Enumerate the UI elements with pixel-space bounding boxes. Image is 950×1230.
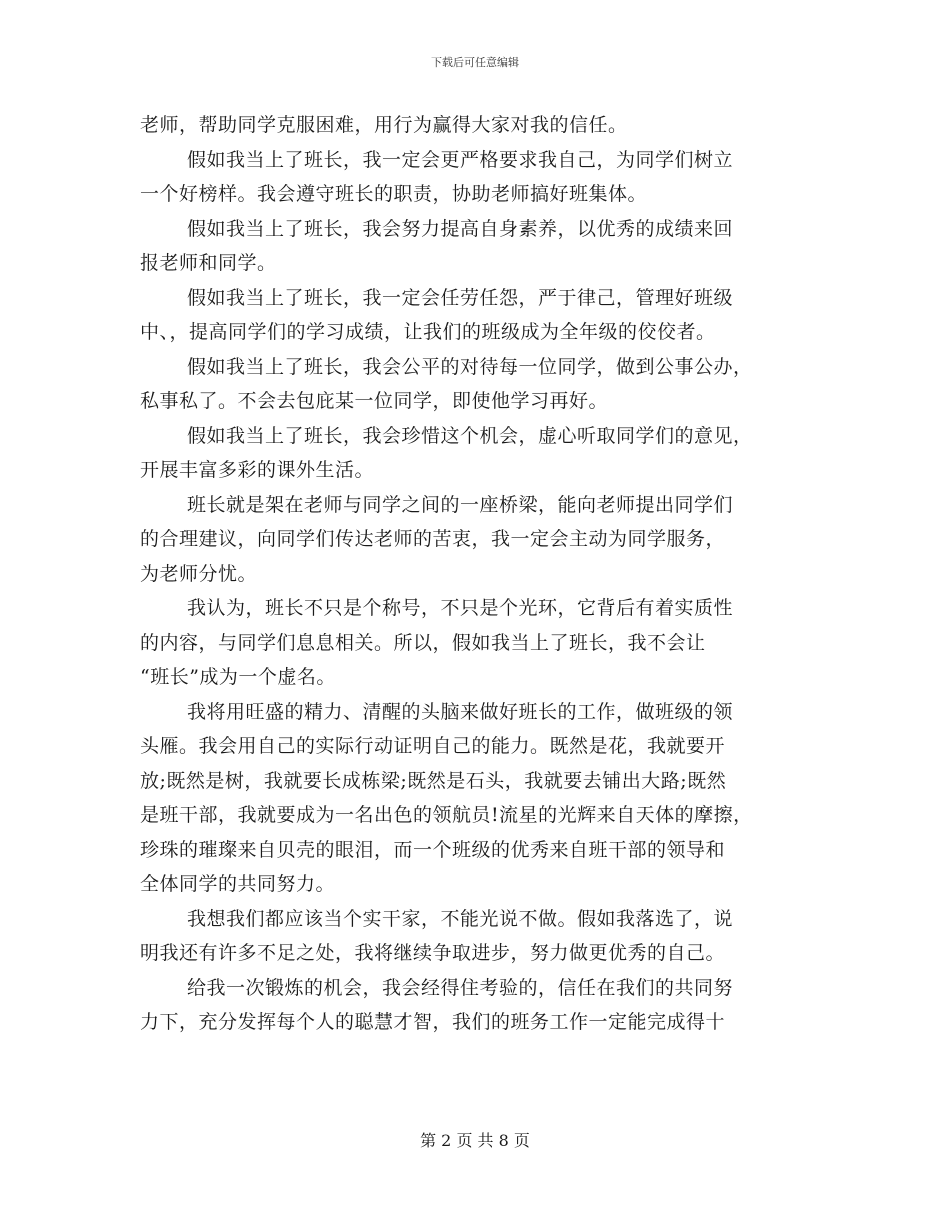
text-line: 力下，充分发挥每个人的聪慧才智，我们的班务工作一定能完成得十: [140, 1011, 726, 1033]
text-line: 班长就是架在老师与同学之间的一座桥梁，能向老师提出同学们: [187, 493, 734, 516]
text-line: 我想我们都应该当个实干家，不能光说不做。假如我落选了，说: [187, 907, 734, 930]
text-line: 全体同学的共同努力。: [140, 873, 336, 895]
text-line: 的内容，与同学们息息相关。所以，假如我当上了班长，我不会让: [140, 631, 706, 654]
text-line: 头雁。我会用自己的实际行动证明自己的能力。既然是花，我就要开: [140, 735, 726, 757]
text-line: 我认为，班长不只是个称号，不只是个光环，它背后有着实质性: [187, 597, 734, 619]
text-line: 假如我当上了班长，我一定会任劳任怨，严于律己，管理好班级: [187, 286, 734, 309]
text-line: 是班干部，我就要成为一名出色的领航员!流星的光辉来自天体的摩擦，: [140, 804, 753, 826]
text-line: 为老师分忧。: [140, 562, 258, 585]
text-line: 珍珠的璀璨来自贝壳的眼泪，而一个班级的优秀来自班干部的领导和: [140, 838, 726, 861]
page-footer: 第 2 页 共 8 页: [420, 1131, 530, 1150]
body-text: [140, 108, 820, 1040]
text-line: 明我还有许多不足之处，我将继续争取进步，努力做更优秀的自己。: [140, 942, 726, 964]
text-line: 我将用旺盛的精力、清醒的头脑来做好班长的工作，做班级的领: [187, 700, 734, 723]
text-line: 老师，帮助同学克服困难，用行为赢得大家对我的信任。: [140, 114, 628, 136]
text-line: 假如我当上了班长，我一定会更严格要求我自己，为同学们树立: [187, 148, 734, 171]
text-line: 给我一次锻炼的机会，我会经得住考验的，信任在我们的共同努: [187, 976, 734, 999]
text-line: 放;既然是树，我就要长成栋梁;既然是石头，我就要去铺出大路;既然: [140, 769, 727, 792]
text-line: 私事私了。不会去包庇某一位同学，即使他学习再好。: [140, 390, 609, 412]
text-line: 报老师和同学。: [140, 252, 277, 274]
page-header: 下载后可任意编辑: [431, 56, 519, 69]
text-line: “班长”成为一个虚名。: [140, 666, 336, 688]
text-line: 假如我当上了班长，我会公平的对待每一位同学，做到公事公办，: [187, 355, 753, 378]
text-line: 假如我当上了班长，我会珍惜这个机会，虚心听取同学们的意见，: [187, 424, 753, 447]
text-line: 的合理建议，向同学们传达老师的苦衷，我一定会主动为同学服务，: [140, 528, 726, 550]
text-line: 一个好榜样。我会遵守班长的职责，协助老师搞好班集体。: [140, 183, 648, 205]
text-line: 中、，提高同学们的学习成绩，让我们的班级成为全年级的佼佼者。: [140, 321, 716, 343]
text-line: 开展丰富多彩的课外生活。: [140, 459, 375, 481]
text-line: 假如我当上了班长，我会努力提高自身素养，以优秀的成绩来回: [187, 217, 734, 240]
